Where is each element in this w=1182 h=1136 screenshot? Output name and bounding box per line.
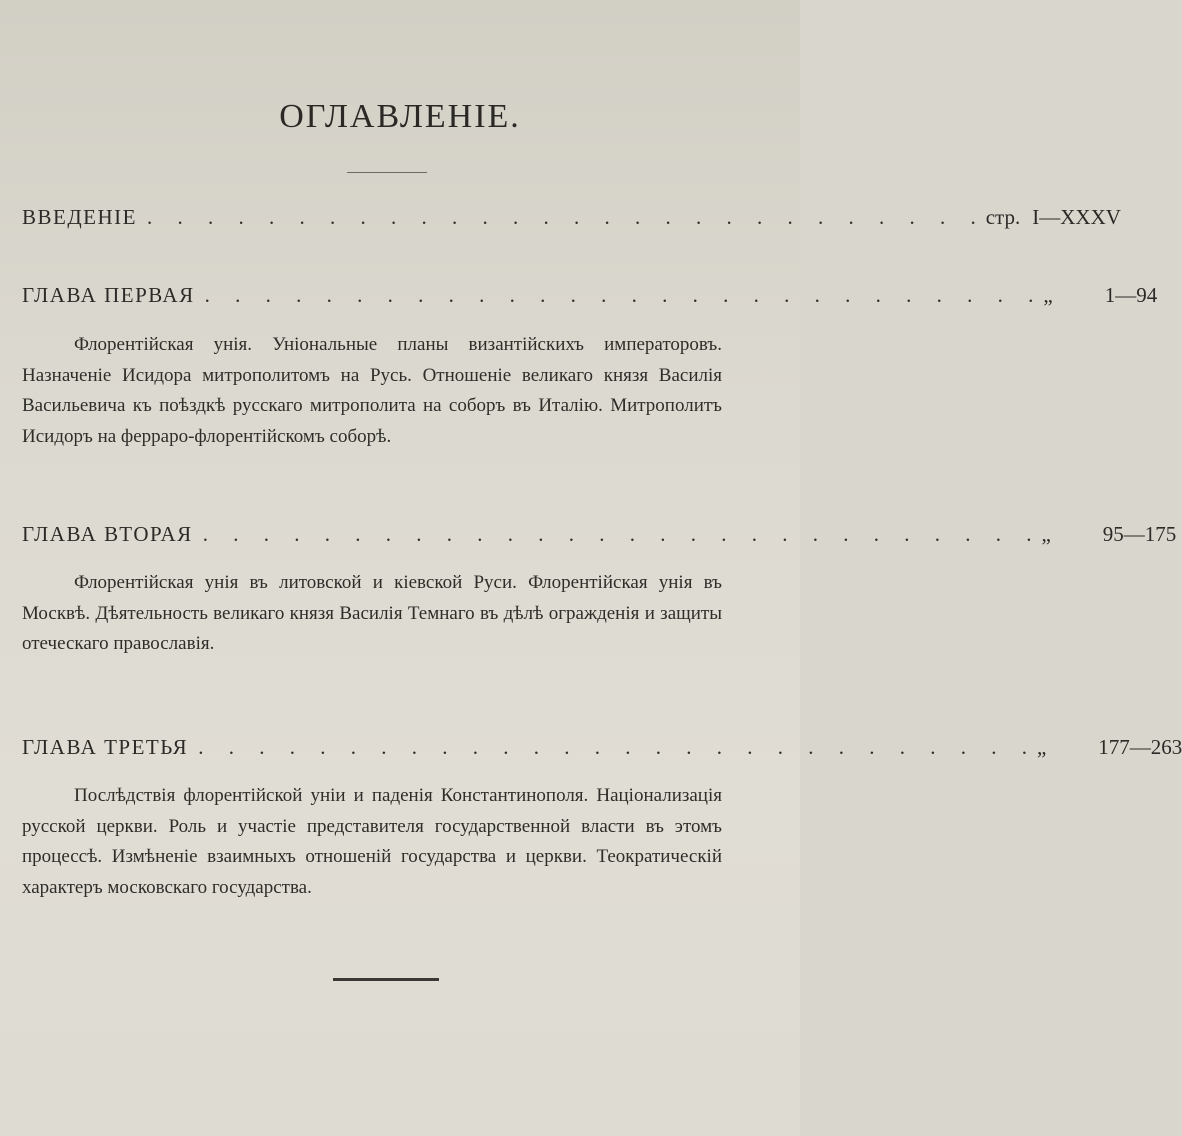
toc-entry-chapter-1 bbox=[22, 283, 1158, 308]
chapter-2-summary: Флорентiйская унiя въ литовской и кiевской Руси. Флорентiйская унiя въ Москвѣ. Дѣятельность великаго князя Василiя Темнаго въ дѣлѣ огражденiя и защиты отеческаго православiя. bbox=[22, 572, 722, 654]
toc-heading: ГЛАВА ТРЕТЬЯ bbox=[22, 735, 189, 759]
page-numbers: 95—175 bbox=[1102, 522, 1177, 546]
toc-heading: ГЛАВА ПЕРВАЯ bbox=[22, 283, 195, 307]
page-range bbox=[1041, 522, 1176, 547]
leader-dots: . . . . . . . . . . . . . . . . . . . . . . . . . . . . bbox=[204, 283, 1044, 307]
page-range bbox=[1043, 283, 1157, 308]
page-numbers: 177—263 bbox=[1098, 735, 1182, 759]
toc-entry-introduction bbox=[22, 205, 1121, 230]
chapter-3-summary: Послѣдствiя флорентiйской унiи и паденiя Константинополя. Нацiонализацiя русской церкви. Роль и участiе представителя государственной власти въ этомъ процессѣ. Измѣненiе взаимныхъ отношенiй государства и церкви. Теократическiй характеръ московскаго государства. bbox=[22, 785, 722, 898]
chapter-1-summary: Флорентiйская унiя. Унiональные планы византiйскихъ императоровъ. Назначенiе Исидора митрополитомъ на Русь. Отношенiе великаго князя Василiя Васильевича къ поѣздкѣ русскаго митрополита на соборъ въ Италiю. Митрополитъ Исидоръ на ферраро-флорентiйскомъ соборѣ. bbox=[22, 334, 722, 447]
ditto-mark: „ bbox=[1043, 283, 1053, 307]
page-range bbox=[1037, 735, 1182, 760]
ditto-mark: „ bbox=[1041, 522, 1051, 546]
page-numbers: I—XXXV bbox=[1032, 205, 1121, 229]
toc-entry-chapter-2 bbox=[22, 522, 1177, 547]
title-divider bbox=[347, 172, 427, 173]
toc-entry-chapter-3 bbox=[22, 735, 1182, 760]
page-numbers: 1—94 bbox=[1104, 283, 1158, 307]
leader-dots: . . . . . . . . . . . . . . . . . . . . . . . . . . . . bbox=[146, 205, 986, 229]
leader-dots: . . . . . . . . . . . . . . . . . . . . . . . . . . . . bbox=[202, 522, 1042, 546]
ditto-mark: „ bbox=[1036, 735, 1047, 759]
page-prefix: стр. bbox=[985, 205, 1021, 229]
leader-dots: . . . . . . . . . . . . . . . . . . . . . . . . . . . . bbox=[198, 735, 1037, 759]
toc-heading: ВВЕДЕНIЕ bbox=[22, 205, 137, 229]
page-range bbox=[986, 205, 1121, 230]
closing-rule bbox=[333, 978, 439, 981]
toc-heading: ГЛАВА ВТОРАЯ bbox=[22, 522, 193, 546]
page-title: ОГЛАВЛЕНIЕ. bbox=[279, 98, 521, 135]
